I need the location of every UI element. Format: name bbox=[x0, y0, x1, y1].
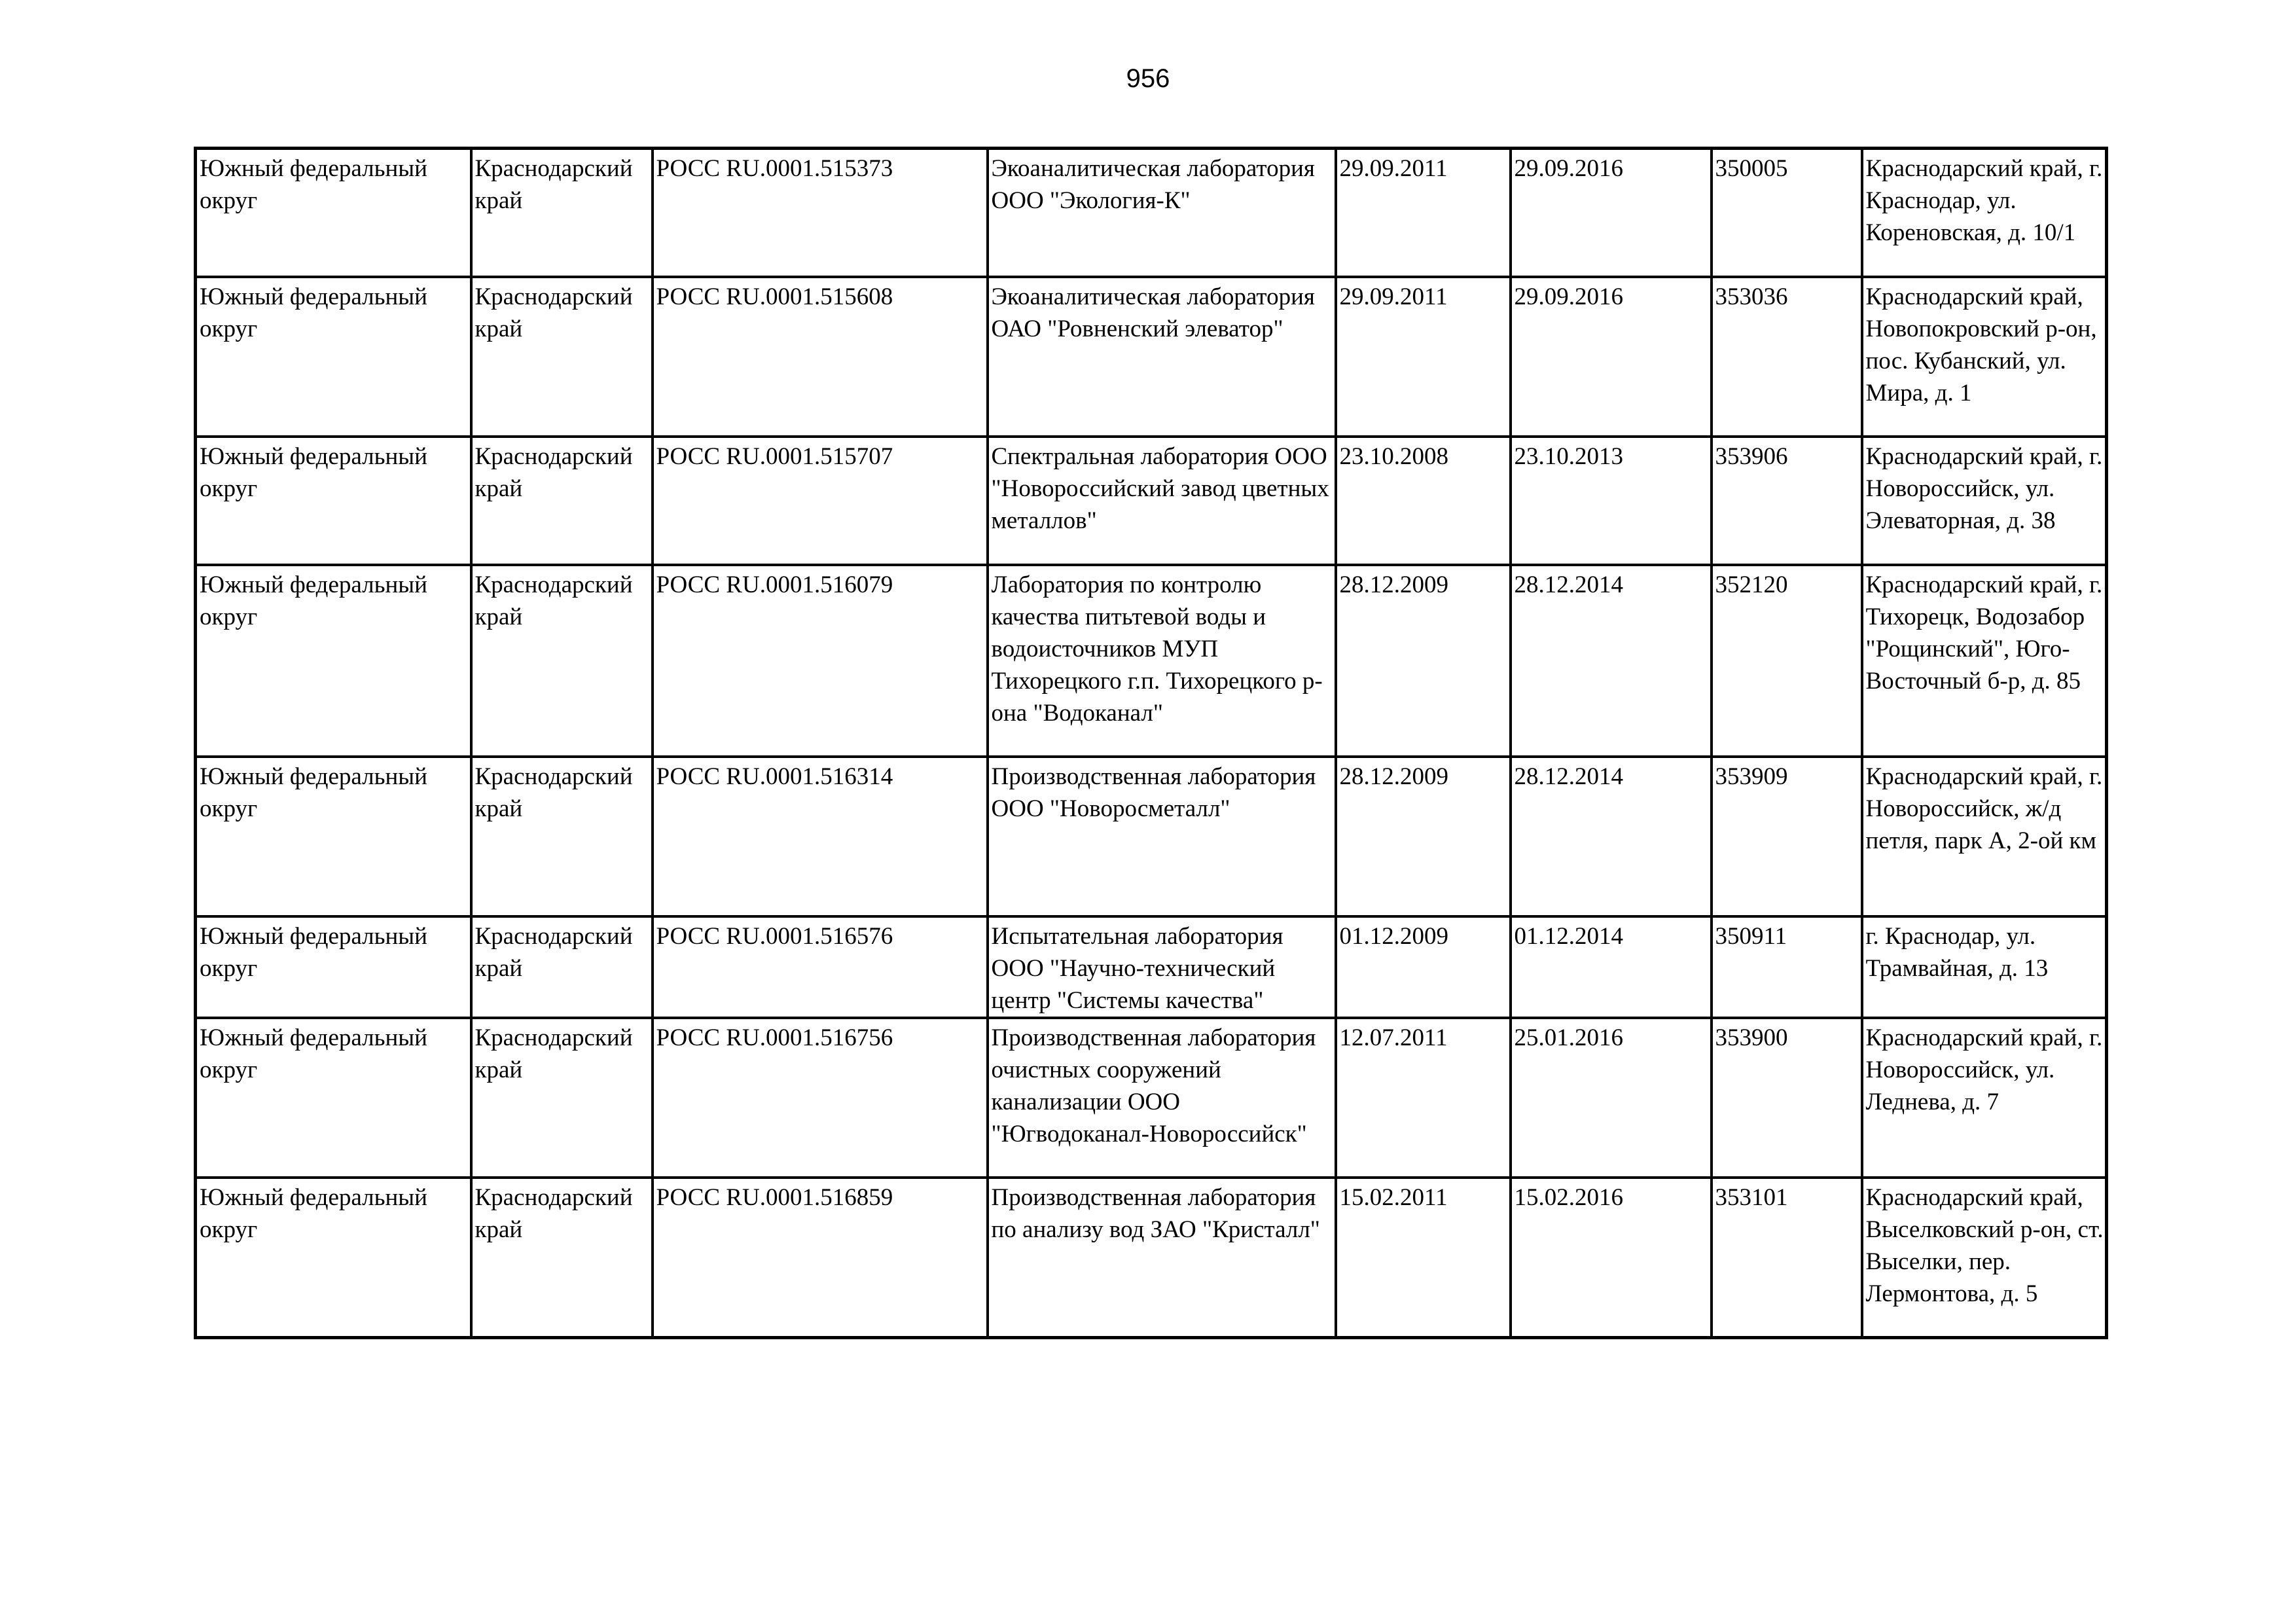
laboratory-name-cell: Лаборатория по контролю качества питьтевой воды и водоисточников МУП Тихорецкого г.п. Тихорецкого р-она "Водоканал" bbox=[988, 565, 1336, 757]
district-cell: Южный федеральный округ bbox=[196, 916, 471, 1018]
table-row bbox=[196, 277, 2107, 437]
date-issued-cell: 23.10.2008 bbox=[1336, 437, 1511, 565]
region-cell: Краснодарский край bbox=[471, 757, 653, 916]
table-row bbox=[196, 757, 2107, 916]
address-cell: Краснодарский край, г. Краснодар, ул. Кореновская, д. 10/1 bbox=[1862, 149, 2107, 278]
date-issued-cell: 29.09.2011 bbox=[1336, 277, 1511, 437]
page-number: 956 bbox=[1126, 64, 1170, 93]
accreditation-number-cell: РОСС RU.0001.516079 bbox=[653, 565, 988, 757]
date-valid-cell: 15.02.2016 bbox=[1511, 1178, 1712, 1338]
region-cell: Краснодарский край bbox=[471, 149, 653, 278]
date-issued-cell: 29.09.2011 bbox=[1336, 149, 1511, 278]
table-row bbox=[196, 149, 2107, 278]
date-issued-cell: 15.02.2011 bbox=[1336, 1178, 1511, 1338]
table-row bbox=[196, 437, 2107, 565]
region-cell: Краснодарский край bbox=[471, 916, 653, 1018]
date-issued-cell: 28.12.2009 bbox=[1336, 565, 1511, 757]
region-cell: Краснодарский край bbox=[471, 437, 653, 565]
postcode-cell: 352120 bbox=[1712, 565, 1862, 757]
date-valid-cell: 28.12.2014 bbox=[1511, 565, 1712, 757]
accreditation-number-cell: РОСС RU.0001.516314 bbox=[653, 757, 988, 916]
date-valid-cell: 01.12.2014 bbox=[1511, 916, 1712, 1018]
region-cell: Краснодарский край bbox=[471, 1178, 653, 1338]
date-issued-cell: 01.12.2009 bbox=[1336, 916, 1511, 1018]
postcode-cell: 350005 bbox=[1712, 149, 1862, 278]
table-row bbox=[196, 1018, 2107, 1178]
address-cell: Краснодарский край, г. Новороссийск, ж/д петля, парк А, 2-ой км bbox=[1862, 757, 2107, 916]
date-issued-cell: 12.07.2011 bbox=[1336, 1018, 1511, 1178]
date-valid-cell: 29.09.2016 bbox=[1511, 149, 1712, 278]
postcode-cell: 353036 bbox=[1712, 277, 1862, 437]
postcode-cell: 353909 bbox=[1712, 757, 1862, 916]
address-cell: Краснодарский край, Новопокровский р-он, пос. Кубанский, ул. Мира, д. 1 bbox=[1862, 277, 2107, 437]
date-valid-cell: 25.01.2016 bbox=[1511, 1018, 1712, 1178]
district-cell: Южный федеральный округ bbox=[196, 1018, 471, 1178]
address-cell: Краснодарский край, г. Новороссийск, ул. Элеваторная, д. 38 bbox=[1862, 437, 2107, 565]
table-row bbox=[196, 1178, 2107, 1338]
address-cell: Краснодарский край, Выселковский р-он, ст. Выселки, пер. Лермонтова, д. 5 bbox=[1862, 1178, 2107, 1338]
accreditation-number-cell: РОСС RU.0001.515707 bbox=[653, 437, 988, 565]
address-cell: Краснодарский край, г. Новороссийск, ул. Леднева, д. 7 bbox=[1862, 1018, 2107, 1178]
accreditation-number-cell: РОСС RU.0001.516576 bbox=[653, 916, 988, 1018]
date-valid-cell: 28.12.2014 bbox=[1511, 757, 1712, 916]
accreditation-number-cell: РОСС RU.0001.516859 bbox=[653, 1178, 988, 1338]
district-cell: Южный федеральный округ bbox=[196, 149, 471, 278]
laboratory-name-cell: Производственная лаборатория очистных сооружений канализации ООО "Югводоканал-Новороссийск" bbox=[988, 1018, 1336, 1178]
laboratory-name-cell: Экоаналитическая лаборатория ОАО "Ровненский элеватор" bbox=[988, 277, 1336, 437]
accreditation-number-cell: РОСС RU.0001.515373 bbox=[653, 149, 988, 278]
laboratory-name-cell: Производственная лаборатория по анализу вод ЗАО "Кристалл" bbox=[988, 1178, 1336, 1338]
postcode-cell: 353900 bbox=[1712, 1018, 1862, 1178]
date-valid-cell: 23.10.2013 bbox=[1511, 437, 1712, 565]
laboratory-name-cell: Спектральная лаборатория ООО "Новороссийский завод цветных металлов" bbox=[988, 437, 1336, 565]
region-cell: Краснодарский край bbox=[471, 277, 653, 437]
accreditation-number-cell: РОСС RU.0001.515608 bbox=[653, 277, 988, 437]
region-cell: Краснодарский край bbox=[471, 565, 653, 757]
district-cell: Южный федеральный округ bbox=[196, 1178, 471, 1338]
region-cell: Краснодарский край bbox=[471, 1018, 653, 1178]
postcode-cell: 353906 bbox=[1712, 437, 1862, 565]
table-row bbox=[196, 565, 2107, 757]
district-cell: Южный федеральный округ bbox=[196, 277, 471, 437]
postcode-cell: 353101 bbox=[1712, 1178, 1862, 1338]
date-valid-cell: 29.09.2016 bbox=[1511, 277, 1712, 437]
postcode-cell: 350911 bbox=[1712, 916, 1862, 1018]
laboratory-name-cell: Экоаналитическая лаборатория ООО "Экология-К" bbox=[988, 149, 1336, 278]
laboratory-name-cell: Производственная лаборатория ООО "Новоросметалл" bbox=[988, 757, 1336, 916]
address-cell: г. Краснодар, ул. Трамвайная, д. 13 bbox=[1862, 916, 2107, 1018]
date-issued-cell: 28.12.2009 bbox=[1336, 757, 1511, 916]
table-row bbox=[196, 916, 2107, 1018]
district-cell: Южный федеральный округ bbox=[196, 437, 471, 565]
accreditation-number-cell: РОСС RU.0001.516756 bbox=[653, 1018, 988, 1178]
laboratory-name-cell: Испытательная лаборатория ООО "Научно-технический центр "Системы качества" bbox=[988, 916, 1336, 1018]
address-cell: Краснодарский край, г. Тихорецк, Водозабор "Рощинский", Юго-Восточный б-р, д. 85 bbox=[1862, 565, 2107, 757]
district-cell: Южный федеральный округ bbox=[196, 565, 471, 757]
laboratory-registry-table bbox=[194, 147, 2108, 1339]
district-cell: Южный федеральный округ bbox=[196, 757, 471, 916]
